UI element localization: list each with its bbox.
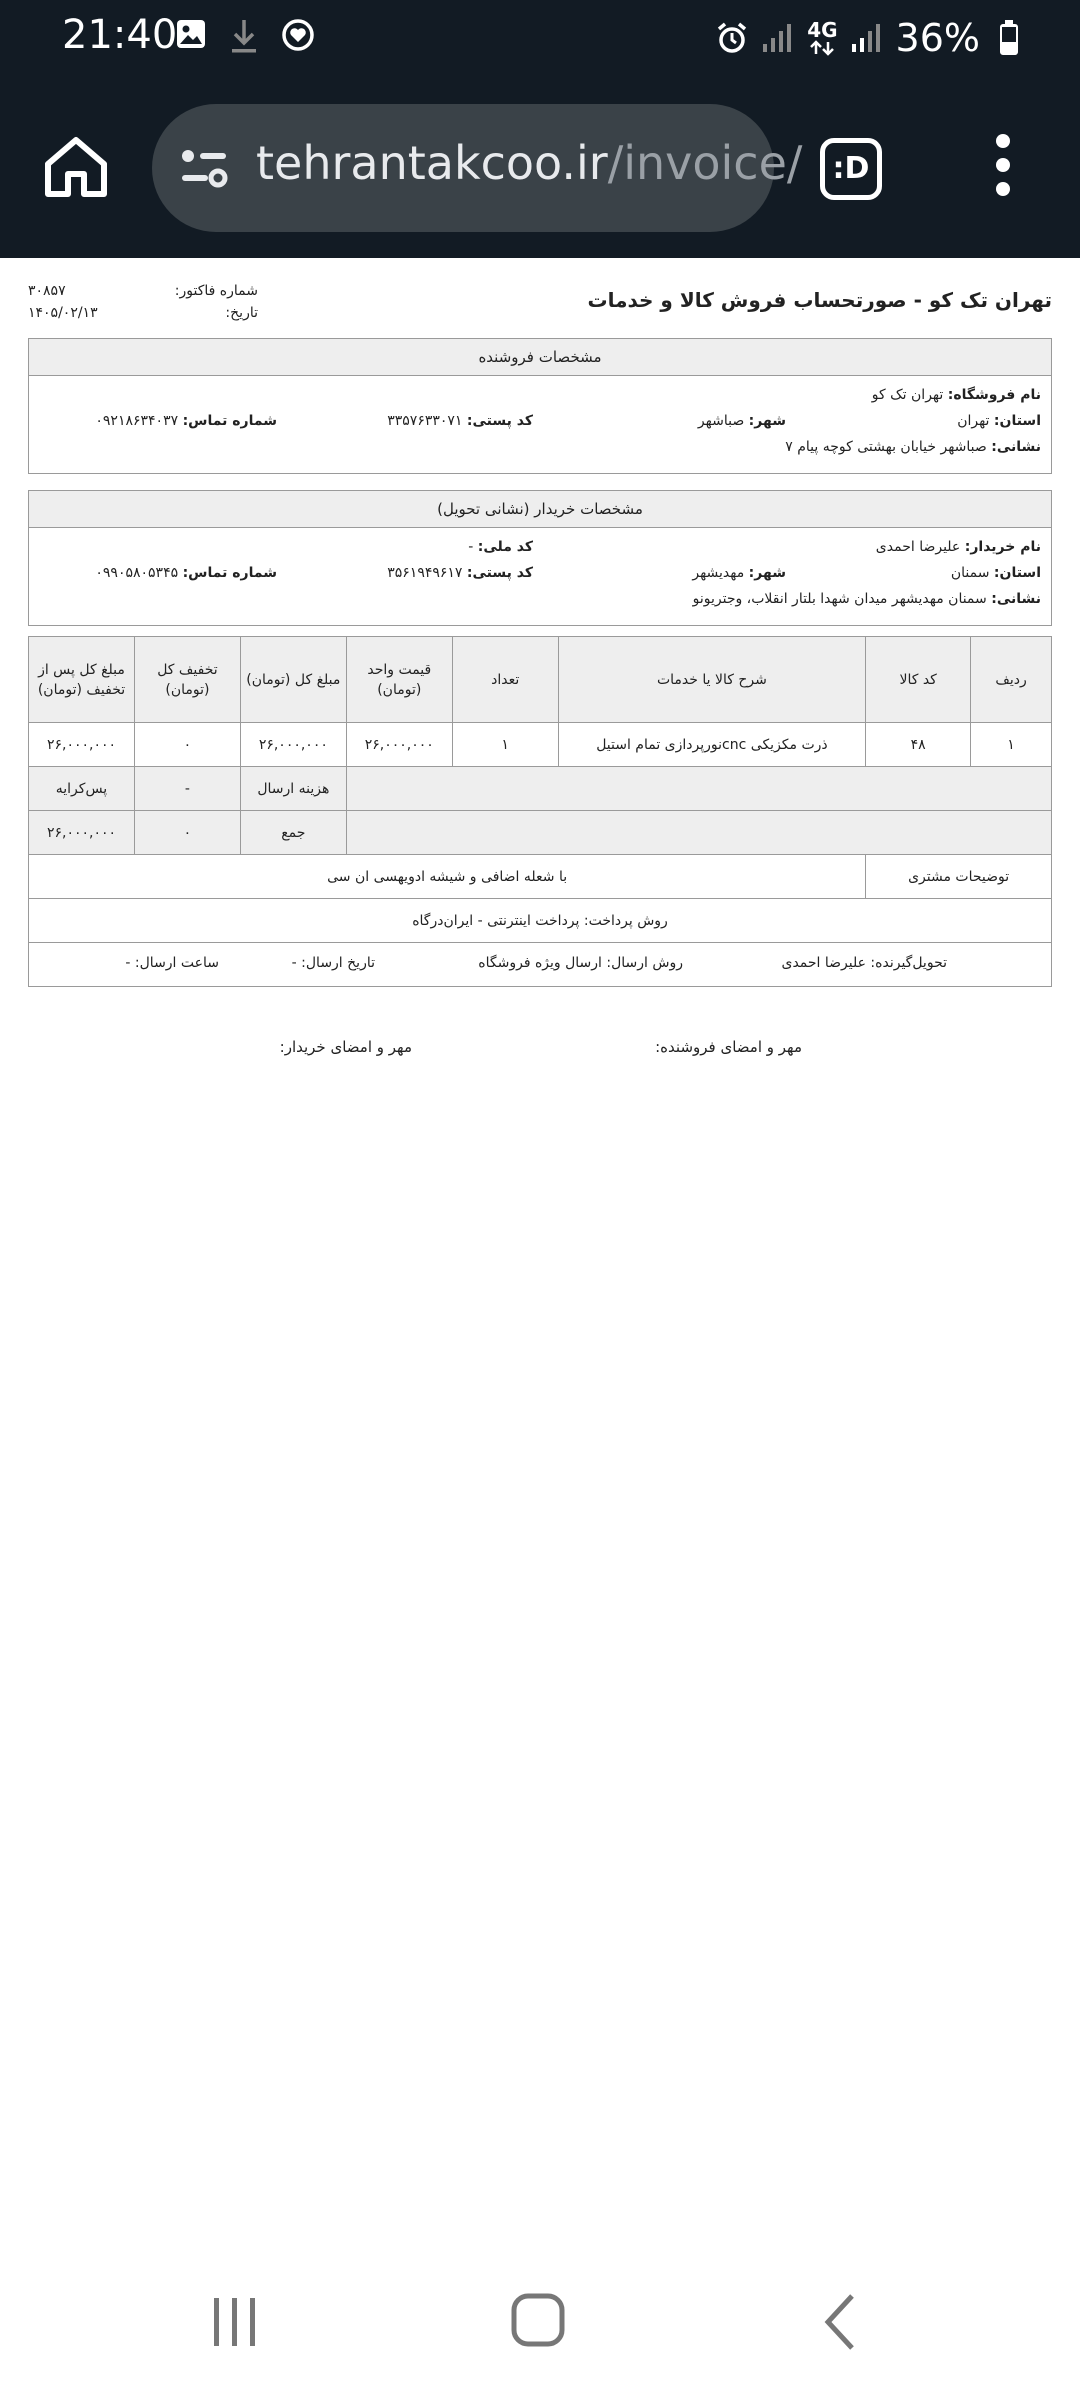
site-settings-icon[interactable]	[178, 142, 230, 194]
download-icon	[229, 18, 259, 54]
sum-label: جمع	[240, 811, 346, 855]
tab-switcher-button[interactable]: :D	[820, 138, 882, 200]
invoice-meta	[28, 280, 258, 324]
item-desc: ذرت مکزیکی cncنورپردازی تمام استیل	[558, 723, 866, 767]
buyer-phone-label: شماره تماس:	[182, 565, 277, 581]
home-icon[interactable]	[42, 132, 110, 200]
status-bar	[0, 0, 1080, 80]
invoice-number-label: شماره فاکتور:	[174, 283, 258, 299]
ship-date: تاریخ ارسال: -	[291, 955, 375, 971]
buyer-city: مهدیشهر	[692, 565, 745, 581]
shipping-label: هزینه ارسال	[240, 767, 346, 811]
recent-apps-icon[interactable]	[210, 2294, 260, 2350]
system-icons	[715, 16, 1020, 60]
sum-value: ۲۶,۰۰۰,۰۰۰	[29, 811, 135, 855]
seller-city: صباشهر	[697, 413, 745, 429]
notes-value: با شعله اضافی و شیشه ادویهسی ان سی	[29, 855, 866, 899]
signal-icon-2	[850, 22, 884, 54]
seller-address-label: نشانی:	[991, 439, 1041, 455]
shipping-row	[29, 767, 1052, 811]
sum-row	[29, 811, 1052, 855]
battery-icon	[998, 19, 1020, 57]
buyer-heading: مشخصات خریدار (نشانی تحویل)	[29, 491, 1051, 528]
seller-store: تهران تک کو	[871, 387, 944, 403]
more-menu-icon[interactable]	[988, 134, 1018, 204]
item-code: ۴۸	[866, 723, 971, 767]
delivery-cell	[29, 943, 1052, 987]
seller-postal-label: کد پستی:	[466, 413, 533, 429]
buyer-address-label: نشانی:	[991, 591, 1041, 607]
notes-row	[29, 855, 1052, 899]
system-nav-bar	[0, 2268, 1080, 2400]
ship-time: ساعت ارسال: -	[125, 955, 219, 971]
url-bar[interactable]	[152, 104, 803, 232]
invoice-date: ۱۴۰۵/۰۲/۱۳	[28, 305, 98, 321]
item-unit-price: ۲۶,۰۰۰,۰۰۰	[346, 723, 452, 767]
buyer-city-label: شهر:	[748, 565, 786, 581]
shipping-value: پس‌کرایه	[29, 767, 135, 811]
items-table	[28, 636, 1052, 987]
status-time: 21:40	[62, 12, 178, 58]
image-icon	[175, 18, 207, 50]
buyer-address: سمنان مهدیشهر میدان شهدا بلتار انقلاب، وجتریونو	[692, 591, 987, 607]
buyer-postal: ۳۵۶۱۹۴۹۶۱۷	[387, 565, 463, 581]
item-total: ۲۶,۰۰۰,۰۰۰	[240, 723, 346, 767]
shipping-discount: -	[134, 767, 240, 811]
seller-province-label: استان:	[993, 413, 1041, 429]
col-unit-price: قیمت واحد (تومان)	[346, 637, 452, 723]
seller-signature-label: مهر و امضای فروشنده:	[655, 1038, 802, 1056]
col-desc: شرح کالا یا خدمات	[558, 637, 866, 723]
battery-percent: 36%	[895, 16, 980, 60]
sum-spacer	[346, 811, 1051, 855]
url-domain: tehrantakcoo.ir	[256, 136, 608, 190]
buyer-name: علیرضا احمدی	[875, 539, 961, 555]
invoice-page	[0, 258, 1080, 2268]
invoice-number: ۳۰۸۵۷	[28, 283, 66, 299]
ship-method: روش ارسال: ارسال ویژه فروشگاه	[478, 955, 683, 971]
seller-province: تهران	[957, 413, 990, 429]
seller-section	[28, 338, 1052, 474]
seller-phone-label: شماره تماس:	[182, 413, 277, 429]
delivery-row	[29, 943, 1052, 987]
health-icon	[281, 18, 315, 52]
shipping-spacer	[346, 767, 1051, 811]
col-qty: تعداد	[452, 637, 558, 723]
payment-row	[29, 899, 1052, 943]
col-code: کد کالا	[866, 637, 971, 723]
url-path: /invoice/	[607, 136, 803, 190]
seller-phone: ۰۹۲۱۸۶۳۴۰۳۷	[95, 413, 179, 429]
home-nav-icon[interactable]	[510, 2292, 566, 2348]
receiver: تحویل‌گیرنده: علیرضا احمدی	[781, 955, 947, 971]
buyer-name-label: نام خریدار:	[964, 539, 1041, 555]
invoice-date-label: تاریخ:	[225, 305, 258, 321]
buyer-postal-label: کد پستی:	[466, 565, 533, 581]
col-net: مبلغ کل پس از تخفیف (تومان)	[29, 637, 135, 723]
network-type: 4G	[807, 18, 838, 42]
back-icon[interactable]	[820, 2292, 860, 2352]
buyer-province-label: استان:	[993, 565, 1041, 581]
notification-icons	[175, 18, 315, 54]
alarm-icon	[715, 21, 749, 55]
buyer-section	[28, 490, 1052, 626]
payment-method: روش پرداخت: پرداخت اینترنتی - ایران‌درگاه	[29, 899, 1052, 943]
col-discount: تخفیف کل (تومان)	[134, 637, 240, 723]
invoice-title: تهران تک کو - صورتحساب فروش کالا و خدمات	[587, 288, 1052, 312]
notes-label: توضیحات مشتری	[866, 855, 1052, 899]
seller-postal: ۳۳۵۷۶۳۳۰۷۱	[387, 413, 463, 429]
seller-heading: مشخصات فروشنده	[29, 339, 1051, 376]
seller-city-label: شهر:	[748, 413, 786, 429]
seller-store-label: نام فروشگاه:	[947, 387, 1041, 403]
url-text[interactable]	[256, 136, 803, 190]
item-discount: ۰	[134, 723, 240, 767]
buyer-province: سمنان	[950, 565, 990, 581]
buyer-national: -	[468, 539, 474, 555]
sum-discount: ۰	[134, 811, 240, 855]
item-qty: ۱	[452, 723, 558, 767]
col-total: مبلغ کل (تومان)	[240, 637, 346, 723]
item-row: ۱	[971, 723, 1052, 767]
buyer-signature-label: مهر و امضای خریدار:	[279, 1038, 412, 1056]
buyer-phone: ۰۹۹۰۵۸۰۵۳۴۵	[95, 565, 179, 581]
data-arrows-icon	[809, 40, 835, 56]
signal-icon	[761, 22, 795, 54]
table-row	[29, 723, 1052, 767]
browser-toolbar	[0, 80, 1080, 258]
buyer-national-label: کد ملی:	[477, 539, 533, 555]
item-net: ۲۶,۰۰۰,۰۰۰	[29, 723, 135, 767]
seller-address: صباشهر خیابان بهشتی کوچه پیام ۷	[785, 439, 987, 455]
col-row: ردیف	[971, 637, 1052, 723]
